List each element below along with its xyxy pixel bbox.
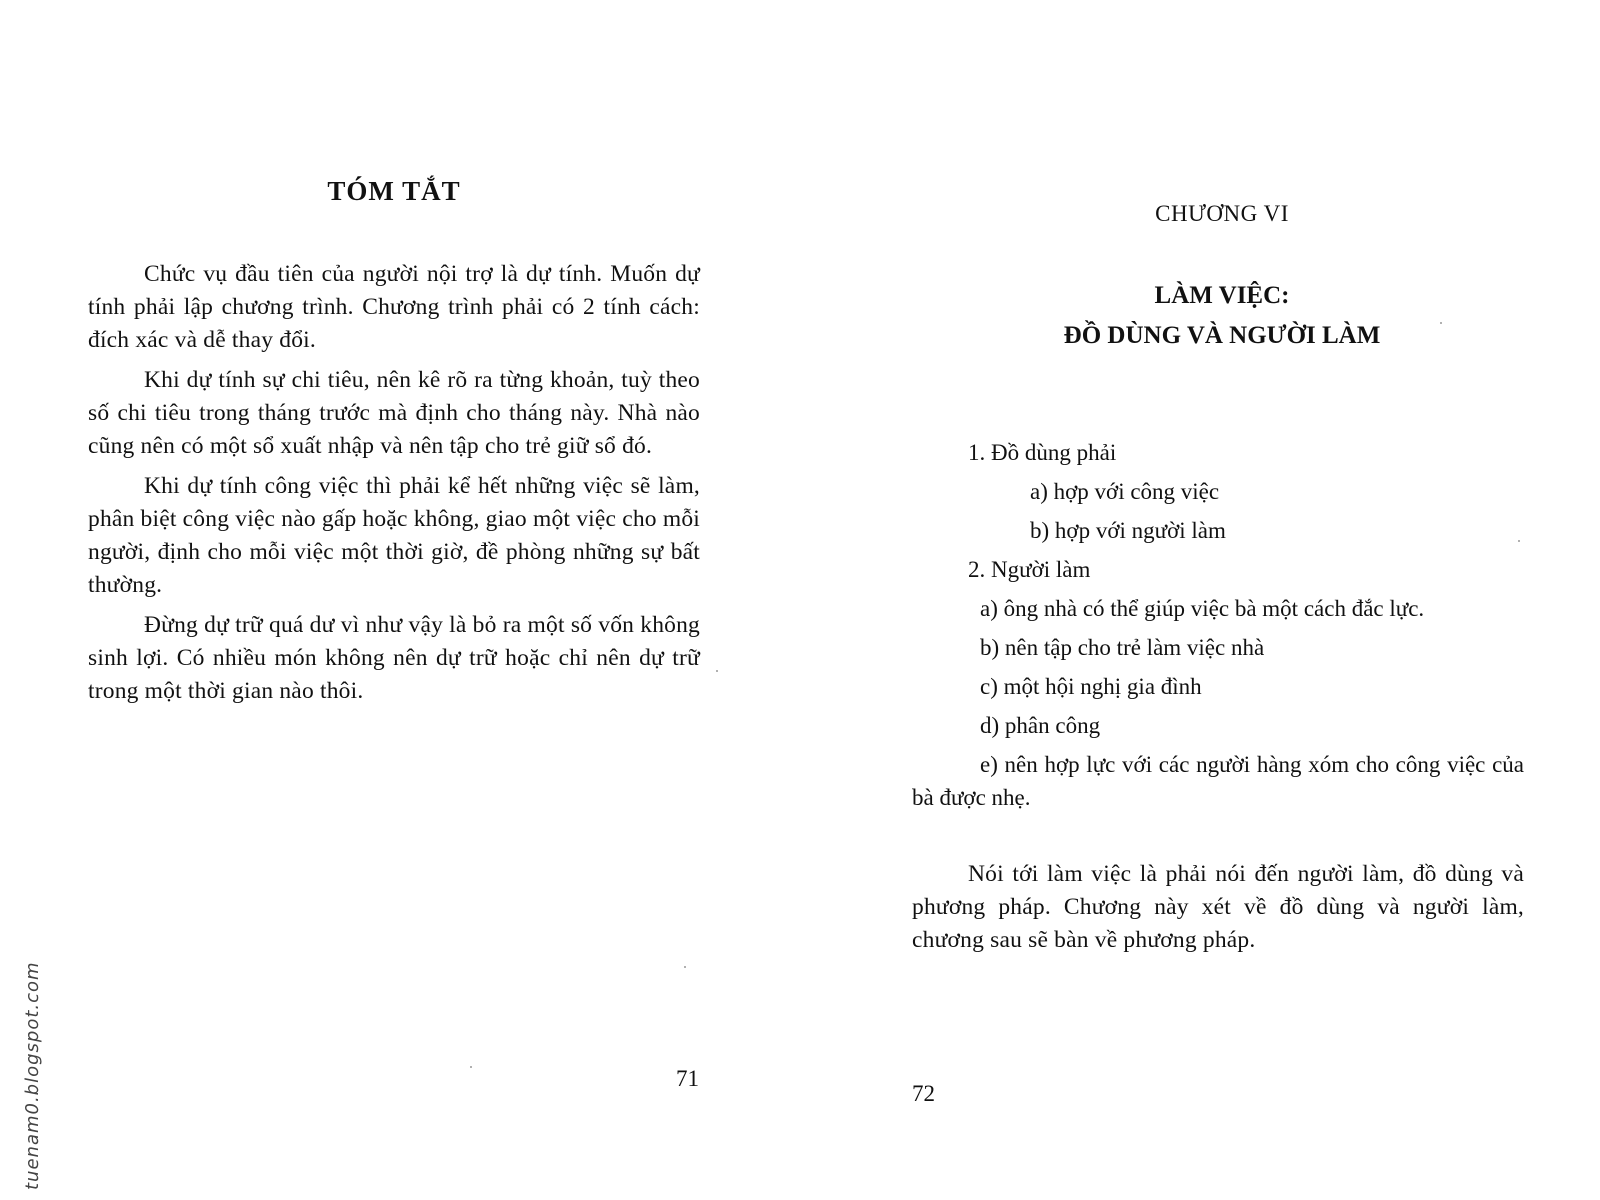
outline-item-1: 1. Đồ dùng phải [968, 440, 1117, 465]
outline-item-1a: a) hợp với công việc [1030, 479, 1220, 504]
summary-paragraph-3: Khi dự tính công việc thì phải kể hết những việc sẽ làm, phân biệt công việc nào gấp hoặc không, giao một việc cho mỗi người, định cho mỗi việc một thời giờ, đề phòng những sự bất thường. [88, 473, 700, 598]
outline-item-2c: c) một hội nghị gia đình [980, 674, 1202, 699]
chapter-title-line-1: LÀM VIỆC: [1154, 282, 1290, 309]
outline-item-2: 2. Người làm [968, 557, 1091, 582]
summary-body [88, 258, 700, 715]
page-number-left: 71 [676, 1066, 699, 1091]
right-page [912, 0, 1524, 1200]
chapter-intro [912, 858, 1524, 964]
left-page [88, 0, 700, 1200]
chapter-outline [912, 436, 1524, 820]
page-number-right: 72 [912, 1081, 935, 1106]
scan-speck [716, 670, 718, 672]
chapter-intro-paragraph: Nói tới làm việc là phải nói đến người làm, đồ dùng và phương pháp. Chương này xét về đồ dùng và người làm, chương sau sẽ bàn về phương pháp. [912, 861, 1524, 953]
summary-heading: TÓM TẮT [327, 176, 461, 206]
outline-item-2d: d) phân công [980, 713, 1101, 738]
blog-watermark: tuenam0.blogspot.com [22, 961, 43, 1190]
outline-item-1b: b) hợp với người làm [1030, 518, 1226, 543]
scan-speck [1518, 540, 1520, 542]
summary-paragraph-2: Khi dự tính sự chi tiêu, nên kê rõ ra từng khoản, tuỳ theo số chi tiêu trong tháng trước mà định cho tháng này. Nhà nào cũng nên có một sổ xuất nhập và nên tập cho trẻ giữ sổ đó. [88, 367, 700, 459]
outline-item-2b: b) nên tập cho trẻ làm việc nhà [980, 635, 1265, 660]
summary-paragraph-1: Chức vụ đầu tiên của người nội trợ là dự tính. Muốn dự tính phải lập chương trình. Chương trình phải có 2 tính cách: đích xác và dễ thay đổi. [88, 261, 700, 353]
scan-speck [1440, 322, 1442, 324]
outline-item-2e: e) nên hợp lực với các người hàng xóm cho công việc của bà được nhẹ. [912, 752, 1524, 810]
chapter-label: CHƯƠNG VI [1155, 201, 1289, 226]
summary-paragraph-4: Đừng dự trữ quá dư vì như vậy là bỏ ra một số vốn không sinh lợi. Có nhiều món không nên dự trữ hoặc chỉ nên dự trữ trong một thời gian nào thôi. [88, 612, 700, 704]
scan-speck [470, 1066, 472, 1068]
chapter-title-line-2: ĐỒ DÙNG VÀ NGƯỜI LÀM [1063, 322, 1381, 349]
outline-item-2a: a) ông nhà có thể giúp việc bà một cách đắc lực. [980, 596, 1425, 621]
scan-speck [684, 966, 686, 968]
chapter-title [912, 276, 1532, 356]
